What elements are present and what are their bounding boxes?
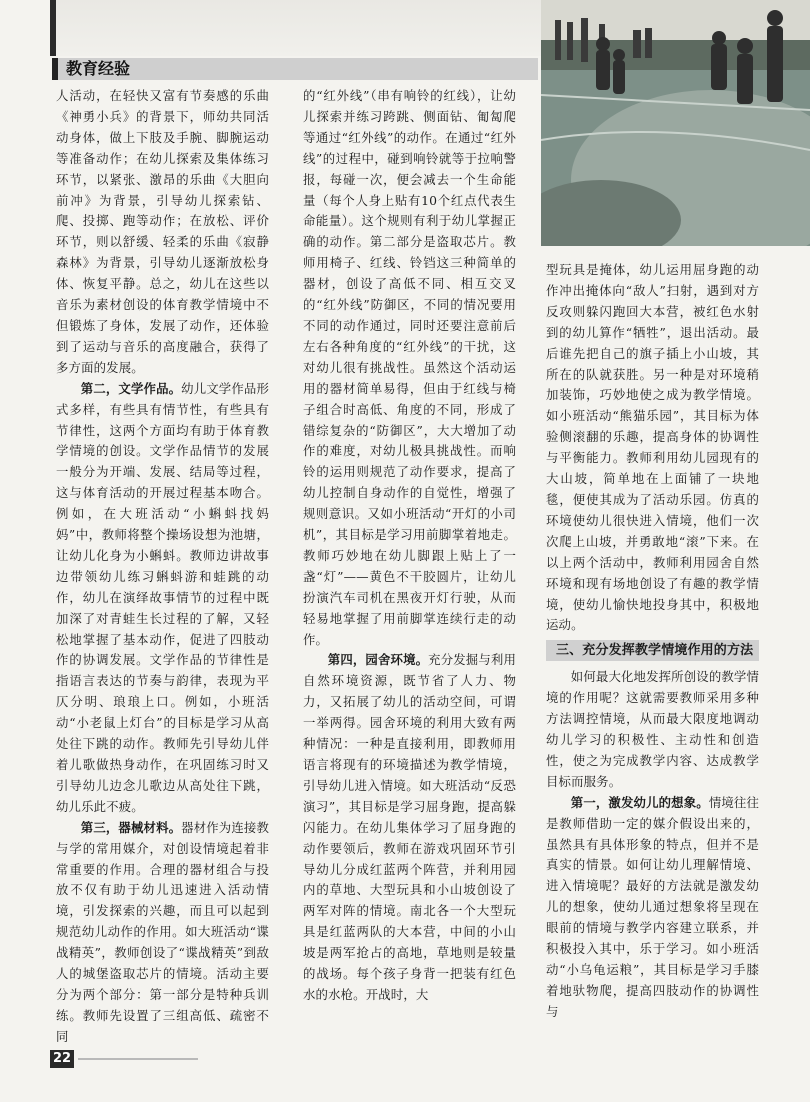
paragraph: 人活动，在轻快又富有节奏感的乐曲《神勇小兵》的背景下，师幼共同活动身体，做上下肢及手腕、脚腕运动等准备动作；在幼儿探索及集体练习环节，以紧张、激昂的乐曲《大胆向前冲》为背景，引导幼儿探索钻、爬、投掷、跑等动作；在放松、评价环节，则以舒缓、轻柔的乐曲《寂静森林》为背景，引导幼儿逐渐放松身体、恢复平静。总之，幼儿在这些以音乐为素材创设的体育教学情境中不但锻炼了身体，发展了动作，还体验到了运动与音乐的高度融合，获得了多方面的发展。 — [56, 88, 269, 375]
section-tag: 教育经验 — [52, 58, 538, 80]
paragraph: 型玩具是掩体，幼儿运用屈身跑的动作冲出掩体向“敌人”扫射，遇到对方反攻则躲闪跑回大本营，被红色水射到的幼儿算作“牺牲”，退出活动。最后谁先把自己的旗子插上小山坡，其所在的队就获胜。另一种是对环境稍加装饰，巧妙地使之成为教学情境。如小班活动“熊猫乐园”，其目标为体验侧滚翻的乐趣，提高身体的协调性与平衡能力。教师利用幼儿园现有的大山坡，简单地在上面铺了一块地毯，便使其成为了活动乐园。仿真的环境使幼儿很快进入情境，他们一次次爬上山坡，并勇敢地“滚”下来。在以上两个活动中，教师利用园舍自然环境和现有场地创设了有趣的教学情境，使幼儿愉快地投身其中，积极地运动。 — [546, 262, 759, 633]
column-3 — [546, 260, 759, 1050]
column-2 — [303, 86, 516, 1046]
column-1 — [56, 86, 269, 1046]
footer-rule — [78, 1058, 198, 1060]
top-band — [50, 0, 544, 56]
section-heading: 三、充分发挥教学情境作用的方法 — [546, 640, 759, 661]
paragraph: 第二，文学作品。幼儿文学作品形式多样，有些具有情节性，有些具有节律性，这两个方面均有助于体育教学情境的创设。文学作品情节的发展一般分为开端、发展、结局等过程，这与体育活动的开展过程基本吻合。例如，在大班活动“小蝌蚪找妈妈”中，教师将整个操场设想为池塘，让幼儿化身为小蝌蚪。教师边讲故事边带领幼儿练习蝌蚪游和蛙跳的动作，幼儿在演绎故事情节的过程中既加深了对青蛙生长过程的了解，又轻松地掌握了基本动作，促进了四肢动作的协调发展。文学作品的节律性是指语言表达的节奏与韵律，表现为平仄分明、琅琅上口。例如，小班活动“小老鼠上灯台”的目标是学习从高处往下跳的动作。教师先引导幼儿伴着儿歌做热身动作，在巩固练习时又引导幼儿边念儿歌边从高处往下跳，幼儿乐此不疲。 — [56, 380, 269, 814]
playground-photo-icon — [541, 0, 810, 246]
paragraph: 的“红外线”（串有响铃的红线），让幼儿探索并练习跨跳、侧面钻、匍匐爬等通过“红外线”的动作。在通过“红外线”的过程中，碰到响铃就等于拉响警报，每碰一次，便会减去一个生命能量（每个人身上贴有10个红点代表生命能量）。这个规则有利于幼儿掌握正确的动作。第二部分是盗取芯片。教师用椅子、红线、铃铛这三种简单的器材，创设了高低不同、相互交叉的“红外线”防御区，不同的情况要用不同的动作通过，同时还要注意前后左右各种角度的“红外线”的干扰，这对幼儿很有挑战性。虽然这个活动运用的器材简单易得，但由于红线与椅子组合时高低、角度的不同，形成了错综复杂的“防御区”，大大增加了动作的难度，对幼儿极具挑战性。而响铃的运用则规范了动作要求，提高了幼儿控制自身动作的自觉性，增强了规则意识。又如小班活动“开灯的小司机”，其目标是学习用前脚掌着地走。教师巧妙地在幼儿脚跟上贴上了一盏“灯”——黄色不干胶圆片，让幼儿扮演汽车司机在黑夜开灯行驶，从而轻易地掌握了用前脚掌连续行走的动作。 — [303, 88, 516, 647]
paragraph: 如何最大化地发挥所创设的教学情境的作用呢？这就需要教师采用多种方法调控情境，从而最大限度地调动幼儿学习的积极性、主动性和创造性，使之为完成教学内容、达成教学目标而服务。 — [546, 669, 759, 789]
paragraph: 第三，器械材料。器材作为连接教与学的常用媒介，对创设情境起着非常重要的作用。合理的器材组合与投放不仅有助于幼儿迅速进入活动情境，引发探索的兴趣，而且可以起到规范幼儿动作的作用。如大班活动“谍战精英”，教师创设了“谍战精英”到敌人的城堡盗取芯片的情境。活动主要分为两个部分：第一部分是特种兵训练。教师先设置了三组高低、疏密不同 — [56, 819, 269, 1044]
paragraph: 第四，园舍环境。充分发掘与利用自然环境资源，既节省了人力、物力，又拓展了幼儿的活动空间，可谓一举两得。园舍环境的利用大致有两种情况：一种是直接利用，即教师用语言将现有的环境描述为教学情境，引导幼儿进入情境。如大班活动“反恐演习”，其目标是学习屈身跑，提高躲闪能力。在幼儿集体学习了屈身跑的动作要领后，教师在游戏巩固环节引导幼儿分成红蓝两个阵营，并利用园内的草地、大型玩具和小山坡创设了两军对阵的情境。南北各一个大型玩具是红蓝两队的大本营，中间的小山坡是两军抢占的高地，草地则是较量的战场。每个孩子身背一把装有红色水的水枪。开战时，大 — [303, 652, 516, 1002]
page-number: 22 — [50, 1050, 74, 1068]
playground-photo — [541, 0, 810, 246]
paragraph-lead: 第一，激发幼儿的想象。 — [570, 794, 709, 810]
paragraph-lead: 第三，器械材料。 — [80, 819, 182, 835]
paragraph-lead: 第二，文学作品。 — [80, 380, 182, 396]
paragraph: 第一，激发幼儿的想象。情境往往是教师借助一定的媒介假设出来的，虽然具有具体形象的特点，但并不是真实的情景。如何让幼儿理解情境、进入情境呢？最好的方法就是激发幼儿的想象，使幼儿通过想象将呈现在眼前的情境与教学内容建立联系，并积极投入其中，乐于学习。如小班活动“小乌龟运粮”，其目标是学习手膝着地驮物爬，提高四肢动作的协调性与 — [546, 794, 759, 1019]
paragraph-lead: 第四，园舍环境。 — [327, 652, 429, 668]
